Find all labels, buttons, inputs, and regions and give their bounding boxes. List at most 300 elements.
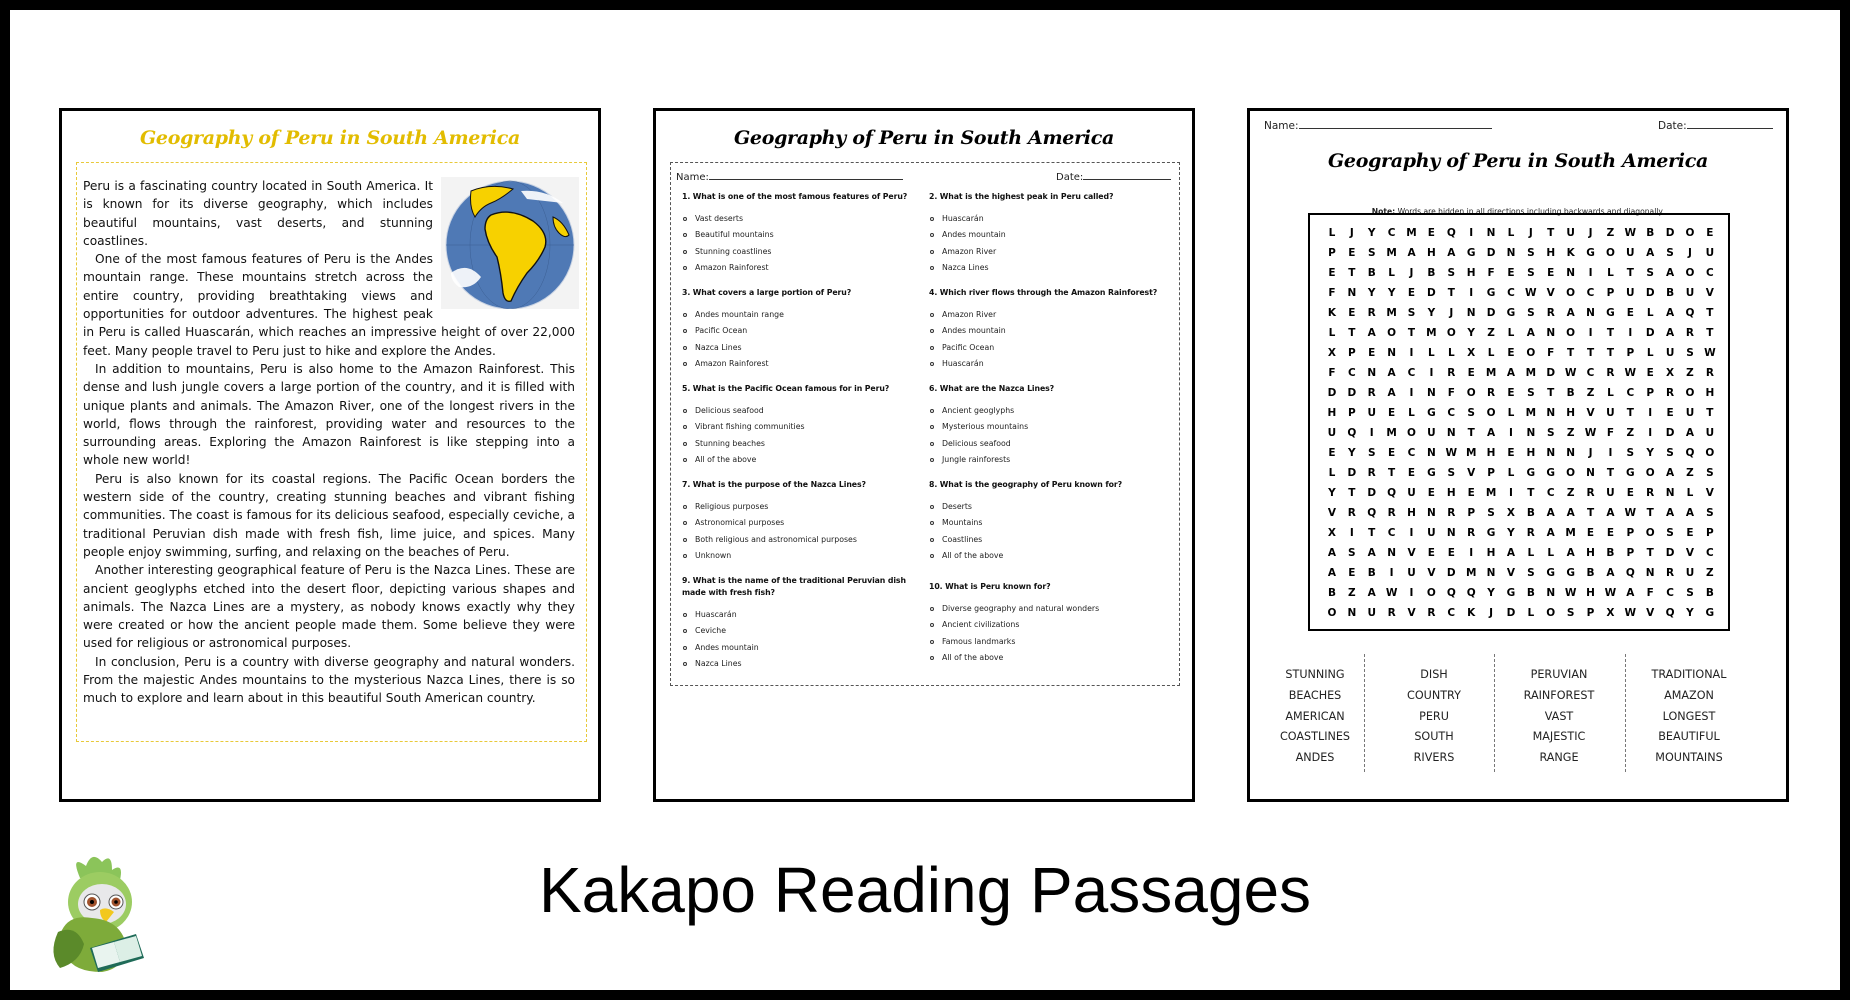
name-field[interactable] xyxy=(676,170,903,183)
grid-letter[interactable]: O xyxy=(1705,447,1715,459)
grid-letter[interactable]: N xyxy=(1566,447,1576,459)
grid-letter[interactable]: I xyxy=(1409,587,1414,599)
grid-letter[interactable]: A xyxy=(1566,307,1575,319)
grid-letter[interactable]: X xyxy=(1467,347,1476,359)
grid-letter[interactable]: P xyxy=(1706,527,1714,539)
grid-letter[interactable]: T xyxy=(1626,407,1634,419)
grid-letter[interactable]: B xyxy=(1427,267,1436,279)
grid-letter[interactable]: A xyxy=(1566,547,1575,559)
grid-letter[interactable]: U xyxy=(1606,407,1615,419)
grid-letter[interactable]: L xyxy=(1607,267,1614,279)
grid-letter[interactable]: T xyxy=(1706,407,1714,419)
grid-letter[interactable]: J xyxy=(1489,607,1494,619)
grid-letter[interactable]: U xyxy=(1407,567,1416,579)
grid-letter[interactable]: U xyxy=(1665,347,1675,359)
grid-letter[interactable]: M xyxy=(1386,427,1397,439)
grid-letter[interactable]: N xyxy=(1546,407,1556,419)
grid-letter[interactable]: R xyxy=(1387,607,1396,619)
answer-option[interactable]: Nazca Lines xyxy=(682,656,907,672)
grid-letter[interactable]: A xyxy=(1506,367,1516,379)
grid-letter[interactable]: A xyxy=(1327,547,1337,559)
grid-letter[interactable]: L xyxy=(1408,407,1415,419)
grid-letter[interactable]: U xyxy=(1427,527,1436,539)
answer-option[interactable]: Amazon River xyxy=(929,244,1169,260)
grid-letter[interactable]: U xyxy=(1705,247,1715,259)
answer-option[interactable]: Deserts xyxy=(929,499,1169,515)
grid-letter[interactable]: A xyxy=(1367,547,1376,559)
grid-letter[interactable]: L xyxy=(1328,327,1336,339)
grid-letter[interactable]: Q xyxy=(1367,507,1377,519)
grid-letter[interactable]: S xyxy=(1686,347,1694,359)
answer-option[interactable]: Andes mountain range xyxy=(682,307,922,323)
quiz-worksheet-page[interactable] xyxy=(653,108,1195,802)
date-field[interactable] xyxy=(1056,170,1171,183)
answer-option[interactable]: Mountains xyxy=(929,515,1169,531)
grid-letter[interactable]: I xyxy=(1608,447,1613,459)
grid-letter[interactable]: C xyxy=(1546,487,1555,499)
grid-letter[interactable]: V xyxy=(1546,287,1555,299)
grid-letter[interactable]: T xyxy=(1706,307,1714,319)
grid-letter[interactable]: V xyxy=(1685,547,1695,559)
grid-letter[interactable]: J xyxy=(1588,447,1593,459)
answer-option[interactable]: Coastlines xyxy=(929,532,1169,548)
grid-letter[interactable]: W xyxy=(1584,427,1597,439)
grid-letter[interactable]: E xyxy=(1507,347,1515,359)
grid-letter[interactable]: E xyxy=(1547,267,1555,279)
grid-letter[interactable]: H xyxy=(1407,507,1416,519)
grid-letter[interactable]: O xyxy=(1466,387,1476,399)
grid-letter[interactable]: E xyxy=(1686,527,1694,539)
grid-letter[interactable]: G xyxy=(1486,287,1496,299)
grid-letter[interactable]: J xyxy=(1528,227,1533,239)
grid-letter[interactable]: Q xyxy=(1446,587,1456,599)
grid-letter[interactable]: S xyxy=(1666,527,1674,539)
grid-letter[interactable]: D xyxy=(1486,247,1496,259)
grid-letter[interactable]: E xyxy=(1467,487,1475,499)
grid-letter[interactable]: F xyxy=(1606,427,1614,439)
answer-option[interactable]: Unknown xyxy=(682,548,922,564)
grid-letter[interactable]: L xyxy=(1487,347,1495,359)
grid-letter[interactable]: R xyxy=(1367,467,1376,479)
grid-letter[interactable]: H xyxy=(1526,447,1536,459)
answer-option[interactable]: Astronomical purposes xyxy=(682,515,922,531)
grid-letter[interactable]: X xyxy=(1666,367,1675,379)
grid-letter[interactable]: D xyxy=(1347,387,1357,399)
grid-letter[interactable]: E xyxy=(1606,527,1614,539)
grid-letter[interactable]: L xyxy=(1646,307,1654,319)
grid-letter[interactable]: C xyxy=(1586,367,1595,379)
grid-letter[interactable]: N xyxy=(1347,607,1357,619)
grid-letter[interactable]: V xyxy=(1646,607,1655,619)
grid-letter[interactable]: O xyxy=(1327,607,1337,619)
grid-letter[interactable]: U xyxy=(1427,427,1436,439)
grid-letter[interactable]: K xyxy=(1327,307,1337,319)
grid-letter[interactable]: E xyxy=(1368,347,1376,359)
grid-letter[interactable]: A xyxy=(1367,587,1376,599)
grid-letter[interactable]: Q xyxy=(1347,427,1357,439)
grid-letter[interactable]: R xyxy=(1646,487,1655,499)
answer-option[interactable]: Andes mountain xyxy=(682,640,907,656)
grid-letter[interactable]: N xyxy=(1347,287,1357,299)
grid-letter[interactable]: I xyxy=(1409,387,1414,399)
grid-letter[interactable]: Q xyxy=(1685,447,1695,459)
grid-letter[interactable]: T xyxy=(1467,427,1475,439)
grid-letter[interactable]: T xyxy=(1447,287,1455,299)
grid-letter[interactable]: T xyxy=(1626,267,1634,279)
grid-letter[interactable]: T xyxy=(1606,467,1614,479)
grid-letter[interactable]: D xyxy=(1427,287,1436,299)
grid-letter[interactable]: A xyxy=(1666,307,1675,319)
grid-letter[interactable]: N xyxy=(1446,527,1456,539)
grid-letter[interactable]: E xyxy=(1507,387,1515,399)
grid-letter[interactable]: V xyxy=(1427,567,1436,579)
grid-letter[interactable]: S xyxy=(1348,547,1356,559)
answer-option[interactable]: Ancient civilizations xyxy=(929,617,1169,633)
grid-letter[interactable]: W xyxy=(1624,367,1637,379)
grid-letter[interactable]: M xyxy=(1525,367,1537,379)
grid-letter[interactable]: E xyxy=(1507,447,1515,459)
grid-letter[interactable]: N xyxy=(1526,427,1536,439)
grid-letter[interactable]: V xyxy=(1407,547,1416,559)
grid-letter[interactable]: R xyxy=(1427,607,1436,619)
grid-letter[interactable]: Z xyxy=(1706,567,1714,579)
grid-letter[interactable]: Y xyxy=(1367,227,1376,239)
grid-letter[interactable]: A xyxy=(1685,507,1695,519)
grid-letter[interactable]: U xyxy=(1685,287,1695,299)
grid-letter[interactable]: K xyxy=(1467,607,1476,619)
grid-letter[interactable]: L xyxy=(1447,347,1455,359)
grid-letter[interactable]: E xyxy=(1626,487,1634,499)
answer-option[interactable]: Famous landmarks xyxy=(929,634,1169,650)
grid-letter[interactable]: I xyxy=(1469,287,1474,299)
grid-letter[interactable]: J xyxy=(1688,247,1692,259)
grid-letter[interactable]: B xyxy=(1526,507,1535,519)
grid-letter[interactable]: P xyxy=(1626,527,1635,539)
grid-letter[interactable]: J xyxy=(1409,267,1414,279)
grid-letter[interactable]: P xyxy=(1467,507,1476,519)
grid-letter[interactable]: Q xyxy=(1446,227,1456,239)
grid-letter[interactable]: E xyxy=(1427,227,1435,239)
grid-letter[interactable]: H xyxy=(1466,267,1476,279)
grid-letter[interactable]: B xyxy=(1646,227,1655,239)
grid-letter[interactable]: U xyxy=(1685,407,1695,419)
grid-letter[interactable]: N xyxy=(1367,367,1377,379)
grid-letter[interactable]: H xyxy=(1486,447,1496,459)
grid-letter[interactable]: S xyxy=(1666,447,1674,459)
grid-letter[interactable]: F xyxy=(1447,387,1455,399)
grid-letter[interactable]: N xyxy=(1506,247,1516,259)
grid-letter[interactable]: E xyxy=(1467,367,1475,379)
grid-letter[interactable]: S xyxy=(1447,267,1456,279)
grid-letter[interactable]: G xyxy=(1486,527,1496,539)
answer-option[interactable]: Andes mountain xyxy=(929,227,1169,243)
grid-letter[interactable]: E xyxy=(1427,487,1435,499)
grid-letter[interactable]: N xyxy=(1566,267,1576,279)
grid-letter[interactable]: O xyxy=(1685,387,1695,399)
grid-letter[interactable]: S xyxy=(1447,467,1456,479)
grid-letter[interactable]: Y xyxy=(1387,287,1396,299)
grid-letter[interactable]: I xyxy=(1588,327,1593,339)
grid-letter[interactable]: S xyxy=(1487,507,1495,519)
grid-letter[interactable]: V xyxy=(1705,287,1714,299)
grid-letter[interactable]: E xyxy=(1348,307,1356,319)
grid-letter[interactable]: Z xyxy=(1348,587,1356,599)
grid-letter[interactable]: M xyxy=(1426,327,1437,339)
grid-letter[interactable]: C xyxy=(1347,367,1356,379)
grid-letter[interactable]: A xyxy=(1407,247,1416,259)
grid-letter[interactable]: C xyxy=(1706,547,1714,559)
grid-letter[interactable]: G xyxy=(1566,567,1575,579)
grid-letter[interactable]: E xyxy=(1666,407,1674,419)
grid-letter[interactable]: G xyxy=(1546,467,1556,479)
grid-letter[interactable]: P xyxy=(1347,347,1356,359)
grid-letter[interactable]: L xyxy=(1328,467,1336,479)
grid-letter[interactable]: A xyxy=(1367,327,1376,339)
grid-letter[interactable]: R xyxy=(1367,307,1376,319)
grid-letter[interactable]: G xyxy=(1705,607,1715,619)
grid-letter[interactable]: P xyxy=(1347,407,1356,419)
grid-letter[interactable]: U xyxy=(1685,567,1695,579)
grid-letter[interactable]: C xyxy=(1387,527,1396,539)
grid-letter[interactable]: L xyxy=(1388,267,1395,279)
grid-letter[interactable]: N xyxy=(1546,447,1556,459)
grid-letter[interactable]: Y xyxy=(1328,487,1336,499)
grid-letter[interactable]: H xyxy=(1586,547,1595,559)
answer-option[interactable]: Mysterious mountains xyxy=(929,419,1169,435)
grid-letter[interactable]: O xyxy=(1526,347,1536,359)
grid-letter[interactable]: Y xyxy=(1467,327,1475,339)
grid-letter[interactable]: E xyxy=(1407,467,1416,479)
grid-letter[interactable]: R xyxy=(1685,327,1695,339)
answer-option[interactable]: Ceviche xyxy=(682,623,907,639)
grid-letter[interactable]: G xyxy=(1427,407,1436,419)
grid-letter[interactable]: R xyxy=(1467,527,1476,539)
grid-letter[interactable]: I xyxy=(1648,427,1653,439)
grid-letter[interactable]: E xyxy=(1706,227,1714,239)
grid-letter[interactable]: I xyxy=(1469,227,1474,239)
grid-letter[interactable]: Z xyxy=(1626,427,1635,439)
grid-letter[interactable]: R xyxy=(1487,387,1496,399)
grid-letter[interactable]: S xyxy=(1546,427,1555,439)
grid-letter[interactable]: I xyxy=(1509,487,1513,499)
grid-letter[interactable]: E xyxy=(1348,247,1356,259)
grid-letter[interactable]: M xyxy=(1406,227,1417,239)
grid-letter[interactable]: N xyxy=(1586,307,1595,319)
grid-letter[interactable]: O xyxy=(1407,427,1416,439)
grid-letter[interactable]: D xyxy=(1506,607,1516,619)
grid-letter[interactable]: A xyxy=(1506,547,1516,559)
grid-letter[interactable]: B xyxy=(1666,287,1675,299)
grid-letter[interactable]: R xyxy=(1666,567,1675,579)
grid-letter[interactable]: I xyxy=(1389,567,1394,579)
grid-letter[interactable]: L xyxy=(1527,547,1535,559)
grid-letter[interactable]: C xyxy=(1666,587,1674,599)
grid-letter[interactable]: L xyxy=(1646,347,1654,359)
grid-letter[interactable]: Y xyxy=(1427,307,1436,319)
grid-letter[interactable]: E xyxy=(1447,547,1455,559)
grid-letter[interactable]: C xyxy=(1586,287,1595,299)
grid-letter[interactable]: G xyxy=(1466,247,1476,259)
grid-letter[interactable]: A xyxy=(1666,267,1675,279)
grid-letter[interactable]: Z xyxy=(1487,327,1495,339)
grid-letter[interactable]: S xyxy=(1527,567,1535,579)
grid-letter[interactable]: L xyxy=(1507,407,1515,419)
grid-letter[interactable]: V xyxy=(1407,607,1416,619)
grid-letter[interactable]: C xyxy=(1407,367,1416,379)
grid-letter[interactable]: R xyxy=(1387,507,1396,519)
grid-letter[interactable]: L xyxy=(1507,467,1515,479)
grid-letter[interactable]: F xyxy=(1328,367,1336,379)
word-search-page[interactable] xyxy=(1247,108,1789,802)
grid-letter[interactable]: B xyxy=(1586,567,1595,579)
grid-letter[interactable]: R xyxy=(1447,507,1456,519)
grid-letter[interactable]: O xyxy=(1566,287,1576,299)
answer-option[interactable]: Diverse geography and natural wonders xyxy=(929,601,1169,617)
grid-letter[interactable]: D xyxy=(1367,487,1377,499)
grid-letter[interactable]: Q xyxy=(1625,567,1635,579)
grid-letter[interactable]: D xyxy=(1645,287,1655,299)
grid-letter[interactable]: Q xyxy=(1466,587,1476,599)
grid-letter[interactable]: T xyxy=(1547,387,1555,399)
grid-letter[interactable]: L xyxy=(1507,327,1515,339)
grid-letter[interactable]: E xyxy=(1626,307,1634,319)
grid-letter[interactable]: I xyxy=(1509,427,1513,439)
grid-letter[interactable]: M xyxy=(1485,367,1497,379)
grid-letter[interactable]: G xyxy=(1546,567,1556,579)
grid-letter[interactable]: A xyxy=(1387,367,1396,379)
grid-letter[interactable]: W xyxy=(1704,347,1716,359)
grid-letter[interactable]: N xyxy=(1586,467,1595,479)
grid-letter[interactable]: E xyxy=(1407,287,1416,299)
grid-letter[interactable]: E xyxy=(1388,407,1396,419)
grid-letter[interactable]: T xyxy=(1586,347,1595,359)
answer-option[interactable]: Ancient geoglyphs xyxy=(929,403,1169,419)
grid-letter[interactable]: U xyxy=(1626,247,1635,259)
grid-letter[interactable]: E xyxy=(1348,567,1356,579)
grid-letter[interactable]: I xyxy=(1369,427,1374,439)
grid-letter[interactable]: F xyxy=(1328,287,1336,299)
grid-letter[interactable]: N xyxy=(1387,347,1397,359)
grid-letter[interactable]: L xyxy=(1607,387,1614,399)
answer-option[interactable]: Huascarán xyxy=(929,356,1169,372)
answer-option[interactable]: All of the above xyxy=(929,650,1169,666)
answer-option[interactable]: Delicious seafood xyxy=(682,403,922,419)
grid-letter[interactable]: H xyxy=(1427,247,1436,259)
grid-letter[interactable]: S xyxy=(1527,247,1535,259)
grid-letter[interactable]: T xyxy=(1407,327,1416,339)
grid-letter[interactable]: E xyxy=(1586,527,1595,539)
grid-letter[interactable]: R xyxy=(1666,387,1675,399)
grid-letter[interactable]: D xyxy=(1347,467,1357,479)
grid-letter[interactable]: R xyxy=(1367,387,1376,399)
grid-letter[interactable]: L xyxy=(1328,227,1336,239)
grid-letter[interactable]: S xyxy=(1467,407,1475,419)
grid-letter[interactable]: I xyxy=(1648,407,1653,419)
grid-letter[interactable]: B xyxy=(1367,567,1376,579)
grid-letter[interactable]: I xyxy=(1469,547,1474,559)
grid-letter[interactable]: E xyxy=(1328,267,1336,279)
grid-letter[interactable]: A xyxy=(1447,247,1456,259)
grid-letter[interactable]: D xyxy=(1486,307,1496,319)
grid-letter[interactable]: H xyxy=(1566,407,1576,419)
grid-letter[interactable]: E xyxy=(1328,447,1336,459)
grid-letter[interactable]: I xyxy=(1628,327,1633,339)
grid-letter[interactable]: O xyxy=(1426,587,1436,599)
grid-letter[interactable]: B xyxy=(1526,587,1535,599)
grid-letter[interactable]: N xyxy=(1427,447,1436,459)
grid-letter[interactable]: R xyxy=(1546,307,1555,319)
grid-letter[interactable]: X xyxy=(1327,527,1336,539)
grid-letter[interactable]: N xyxy=(1387,547,1397,559)
grid-letter[interactable]: R xyxy=(1447,367,1456,379)
grid-letter[interactable]: C xyxy=(1447,607,1456,619)
grid-letter[interactable]: M xyxy=(1386,307,1397,319)
grid-letter[interactable]: U xyxy=(1367,407,1376,419)
grid-letter[interactable]: L xyxy=(1428,347,1435,359)
answer-option[interactable]: All of the above xyxy=(929,548,1169,564)
grid-letter[interactable]: S xyxy=(1527,387,1535,399)
grid-letter[interactable]: T xyxy=(1567,347,1575,359)
grid-letter[interactable]: J xyxy=(1449,307,1454,319)
reading-passage-page[interactable] xyxy=(59,108,601,802)
grid-letter[interactable]: H xyxy=(1705,387,1715,399)
grid-letter[interactable]: P xyxy=(1626,347,1635,359)
grid-letter[interactable]: P xyxy=(1328,247,1336,259)
grid-letter[interactable]: G xyxy=(1526,467,1536,479)
grid-letter[interactable]: G xyxy=(1506,587,1516,599)
grid-letter[interactable]: G xyxy=(1625,467,1635,479)
grid-letter[interactable]: W xyxy=(1624,507,1637,519)
grid-letter[interactable]: H xyxy=(1327,407,1337,419)
grid-letter[interactable]: C xyxy=(1407,447,1416,459)
grid-letter[interactable]: L xyxy=(1507,227,1515,239)
grid-letter[interactable]: K xyxy=(1566,247,1575,259)
grid-letter[interactable]: U xyxy=(1566,227,1575,239)
grid-letter[interactable]: I xyxy=(1429,367,1434,379)
grid-letter[interactable]: B xyxy=(1327,587,1336,599)
answer-option[interactable]: Beautiful mountains xyxy=(682,227,922,243)
answer-option[interactable]: Stunning beaches xyxy=(682,436,922,452)
grid-letter[interactable]: O xyxy=(1446,327,1456,339)
grid-letter[interactable]: O xyxy=(1546,607,1556,619)
grid-letter[interactable]: Q xyxy=(1665,607,1675,619)
grid-letter[interactable]: I xyxy=(1349,527,1354,539)
grid-letter[interactable]: V xyxy=(1506,567,1516,579)
grid-letter[interactable]: D xyxy=(1665,547,1675,559)
grid-letter[interactable]: B xyxy=(1566,387,1575,399)
grid-letter[interactable]: B xyxy=(1705,587,1714,599)
grid-letter[interactable]: G xyxy=(1506,307,1516,319)
grid-letter[interactable]: A xyxy=(1606,567,1615,579)
grid-letter[interactable]: O xyxy=(1387,327,1397,339)
answer-option[interactable]: Amazon Rainforest xyxy=(682,260,922,276)
grid-letter[interactable]: S xyxy=(1527,307,1535,319)
grid-letter[interactable]: M xyxy=(1565,527,1576,539)
grid-letter[interactable]: S xyxy=(1706,507,1714,519)
grid-letter[interactable]: F xyxy=(1646,587,1654,599)
grid-letter[interactable]: P xyxy=(1626,547,1635,559)
grid-letter[interactable]: W xyxy=(1445,447,1458,459)
grid-letter[interactable]: A xyxy=(1646,247,1655,259)
grid-letter[interactable]: C xyxy=(1706,267,1714,279)
word-search-grid[interactable] xyxy=(1322,223,1720,623)
grid-letter[interactable]: Y xyxy=(1487,587,1495,599)
grid-letter[interactable]: A xyxy=(1566,507,1575,519)
answer-option[interactable]: Jungle rainforests xyxy=(929,452,1169,468)
grid-letter[interactable]: Y xyxy=(1686,607,1694,619)
grid-letter[interactable]: N xyxy=(1546,327,1556,339)
grid-letter[interactable]: N xyxy=(1546,587,1556,599)
